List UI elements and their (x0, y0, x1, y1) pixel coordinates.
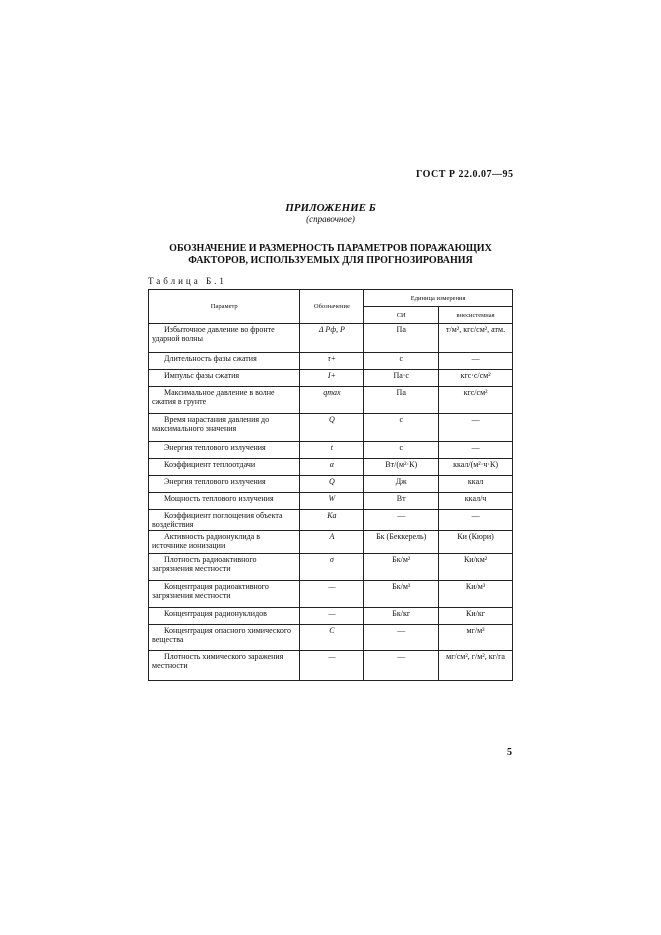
cell-symbol: Δ Pф, P (300, 324, 364, 353)
cell-symbol: — (300, 581, 364, 608)
page-number: 5 (507, 747, 512, 758)
header-unit: Единица измерения (364, 290, 513, 307)
cell-symbol: qmax (300, 387, 364, 414)
cell-si: — (364, 510, 439, 531)
cell-nonsys: кгс/см² (439, 387, 513, 414)
table-label: Таблица Б.1 (148, 276, 227, 286)
header-param: Параметр (149, 290, 300, 324)
cell-nonsys: Ки/км² (439, 554, 513, 581)
table-row (149, 510, 513, 531)
cell-nonsys: Ки/м³ (439, 581, 513, 608)
cell-symbol: I+ (300, 370, 364, 387)
cell-nonsys: мг/м³ (439, 625, 513, 651)
cell-nonsys: Ки/кг (439, 608, 513, 625)
appendix-subtitle: (справочное) (306, 214, 355, 224)
cell-si: Па·с (364, 370, 439, 387)
table-row (149, 353, 513, 370)
cell-param: Мощность теплового излучения (149, 493, 300, 510)
title-line: ОБОЗНАЧЕНИЕ И РАЗМЕРНОСТЬ ПАРАМЕТРОВ ПОРАЖАЮЩИХ (169, 243, 492, 254)
cell-nonsys: — (439, 442, 513, 459)
cell-symbol: σ (300, 554, 364, 581)
cell-si: с (364, 442, 439, 459)
cell-param: Коэффициент теплоотдачи (149, 459, 300, 476)
cell-si: Вт/(м²·К) (364, 459, 439, 476)
cell-si: — (364, 625, 439, 651)
table-row (149, 531, 513, 554)
table-row (149, 581, 513, 608)
cell-nonsys: ккал (439, 476, 513, 493)
cell-symbol: t (300, 442, 364, 459)
header-nonsys: внесистемная (439, 307, 513, 324)
cell-nonsys: кгс·с/см² (439, 370, 513, 387)
table-row (149, 625, 513, 651)
cell-si: Па (364, 387, 439, 414)
cell-si: Бк/м³ (364, 581, 439, 608)
cell-param: Плотность химического заражения местности (149, 651, 300, 681)
table-row (149, 387, 513, 414)
cell-symbol: — (300, 608, 364, 625)
cell-param: Длительность фазы сжатия (149, 353, 300, 370)
cell-param: Импульс фазы сжатия (149, 370, 300, 387)
cell-symbol: W (300, 493, 364, 510)
cell-symbol: Ka (300, 510, 364, 531)
cell-symbol: τ+ (300, 353, 364, 370)
cell-si: с (364, 414, 439, 442)
header-symbol: Обозначение (300, 290, 364, 324)
table-row (149, 554, 513, 581)
parameters-table (148, 289, 513, 681)
title-line: ФАКТОРОВ, ИСПОЛЬЗУЕМЫХ ДЛЯ ПРОГНОЗИРОВАНИЯ (188, 255, 473, 266)
cell-nonsys: ккал/ч (439, 493, 513, 510)
table-row (149, 414, 513, 442)
cell-symbol: Q (300, 414, 364, 442)
cell-symbol: C (300, 625, 364, 651)
header-si: СИ (364, 307, 439, 324)
document-title (0, 243, 661, 267)
cell-si: Бк/кг (364, 608, 439, 625)
cell-param: Активность радионуклида в источнике ионизации (149, 531, 300, 554)
table-row (149, 442, 513, 459)
cell-param: Коэффициент поглощения объекта воздействия (149, 510, 300, 531)
cell-nonsys: Ки (Кюри) (439, 531, 513, 554)
cell-nonsys: — (439, 414, 513, 442)
cell-si: с (364, 353, 439, 370)
cell-param: Энергия теплового излучения (149, 442, 300, 459)
table-row (149, 608, 513, 625)
cell-nonsys: — (439, 353, 513, 370)
table-row (149, 324, 513, 353)
cell-param: Концентрация опасного химического вещества (149, 625, 300, 651)
cell-nonsys: ккал/(м²·ч·К) (439, 459, 513, 476)
cell-param: Избыточное давление во фронте ударной волны (149, 324, 300, 353)
cell-nonsys: — (439, 510, 513, 531)
cell-nonsys: мг/см², г/м², кг/га (439, 651, 513, 681)
table-row (149, 370, 513, 387)
cell-symbol: — (300, 651, 364, 681)
appendix-title: ПРИЛОЖЕНИЕ Б (285, 202, 376, 214)
table-row (149, 459, 513, 476)
cell-si: Вт (364, 493, 439, 510)
cell-param: Максимальное давление в волне сжатия в грунте (149, 387, 300, 414)
cell-symbol: Q (300, 476, 364, 493)
cell-param: Плотность радиоактивного загрязнения местности (149, 554, 300, 581)
cell-param: Концентрация радионуклидов (149, 608, 300, 625)
cell-si: — (364, 651, 439, 681)
cell-si: Па (364, 324, 439, 353)
cell-symbol: A (300, 531, 364, 554)
cell-nonsys: т/м², кгс/см², атм. (439, 324, 513, 353)
standard-number: ГОСТ Р 22.0.07—95 (416, 169, 514, 180)
table-row (149, 476, 513, 493)
table-row (149, 493, 513, 510)
cell-si: Дж (364, 476, 439, 493)
cell-symbol: α (300, 459, 364, 476)
table-row (149, 651, 513, 681)
cell-param: Концентрация радиоактивного загрязнения местности (149, 581, 300, 608)
cell-si: Бк/м² (364, 554, 439, 581)
cell-si: Бк (Беккерель) (364, 531, 439, 554)
cell-param: Время нарастания давления до максимального значения (149, 414, 300, 442)
cell-param: Энергия теплового излучения (149, 476, 300, 493)
